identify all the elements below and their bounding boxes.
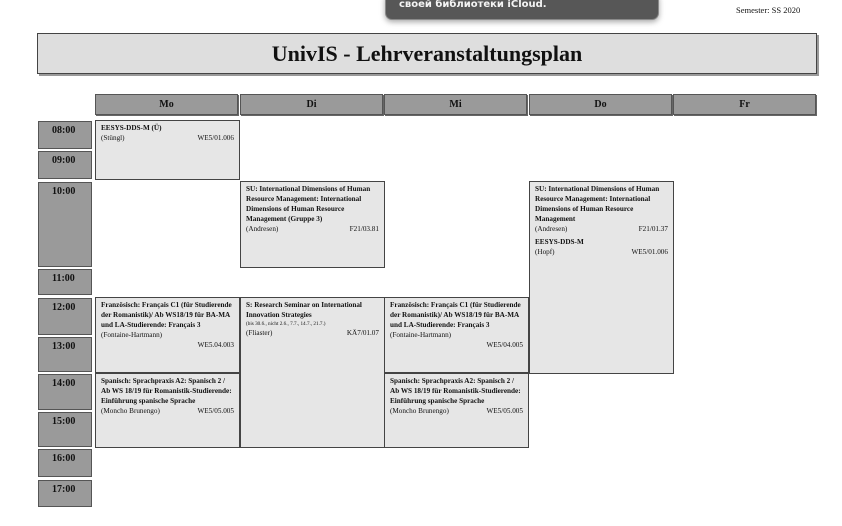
- event-note: (bis 30.6., nicht 2.6., 7.7., 14.7., 21.7.): [246, 321, 326, 327]
- event-title: Französisch: Français C1 (für Studierende der Romanistik)/ Ab WS18/19 für BA-MA und LA-Studierende: Français 3: [390, 301, 521, 329]
- icloud-notification[interactable]: [385, 0, 659, 20]
- event-mi-francais[interactable]: [384, 297, 529, 373]
- event-title: EESYS-DDS-M (Ü): [101, 124, 162, 132]
- event-person: (Fontaine-Hartmann): [101, 331, 163, 339]
- event-person: (Moncho Brunengo): [101, 407, 160, 415]
- event-person: (Fliaster): [246, 329, 273, 337]
- time-0900: 09:00: [38, 151, 92, 179]
- event-person: (Stüngl): [101, 134, 125, 142]
- event-room: F21/01.37: [638, 225, 668, 233]
- time-1300: 13:00: [38, 337, 92, 372]
- event-title: SU: International Dimensions of Human Resource Management: International Dimensions of Human Resource Management (Gruppe 3): [246, 185, 371, 223]
- day-header-mi: Mi: [384, 94, 527, 115]
- event-person: (Moncho Brunengo): [390, 407, 449, 415]
- event-title: Spanisch: Sprachpraxis A2: Spanisch 2 / Ab WS 18/19 für Romanistik-Studierende: Einführung spanische Sprache: [101, 377, 232, 405]
- day-header-mo: Mo: [95, 94, 238, 115]
- event-di-hrm[interactable]: [240, 181, 385, 268]
- time-1400: 14:00: [38, 374, 92, 410]
- event-mo-francais[interactable]: [95, 297, 240, 373]
- day-header-do: Do: [529, 94, 672, 115]
- event-room: WE5/05.005: [486, 407, 523, 415]
- event-title: S: Research Seminar on International Innovation Strategies: [246, 301, 362, 319]
- notification-text: своей библиотеки iCloud.: [399, 0, 547, 10]
- event-person: (Andresen): [535, 225, 568, 233]
- event-title: Spanisch: Sprachpraxis A2: Spanisch 2 / Ab WS 18/19 für Romanistik-Studierende: Einführung spanische Sprache: [390, 377, 521, 405]
- time-0800: 08:00: [38, 121, 92, 149]
- event-room: WE5/05.005: [197, 407, 234, 415]
- semester-label: Semester: SS 2020: [736, 5, 801, 15]
- time-1100: 11:00: [38, 269, 92, 295]
- event-mo-spanisch[interactable]: [95, 373, 240, 448]
- event-room: WE5/01.006: [197, 134, 234, 142]
- day-header-fr: Fr: [673, 94, 816, 115]
- event-title: Französisch: Français C1 (für Studierende der Romanistik)/ Ab WS18/19 für BA-MA und LA-Studierende: Français 3: [101, 301, 232, 329]
- time-1600: 16:00: [38, 449, 92, 477]
- event-title-2: EESYS-DDS-M: [535, 238, 584, 246]
- page-title: UnivIS - Lehrveranstaltungsplan: [37, 33, 817, 74]
- event-person-2: (Hopf): [535, 248, 555, 256]
- event-room: WE5.04.003: [197, 341, 234, 349]
- time-1000: 10:00: [38, 182, 92, 267]
- event-room: KÄ7/01.07: [346, 329, 379, 337]
- event-room: WE5/04.005: [486, 341, 523, 349]
- time-1500: 15:00: [38, 412, 92, 447]
- event-room-2: WE5/01.006: [631, 248, 668, 256]
- event-title: SU: International Dimensions of Human Resource Management: International Dimensions of Human Resource Management: [535, 185, 660, 223]
- event-mo-eesys[interactable]: [95, 120, 240, 180]
- event-person: (Fontaine-Hartmann): [390, 331, 452, 339]
- event-mi-spanisch[interactable]: [384, 373, 529, 448]
- event-person: (Andresen): [246, 225, 279, 233]
- time-1700: 17:00: [38, 480, 92, 507]
- day-header-di: Di: [240, 94, 383, 115]
- event-di-research-seminar[interactable]: [240, 297, 385, 448]
- time-1200: 12:00: [38, 298, 92, 335]
- event-room: F21/03.81: [349, 225, 379, 233]
- event-do-hrm[interactable]: [529, 181, 674, 374]
